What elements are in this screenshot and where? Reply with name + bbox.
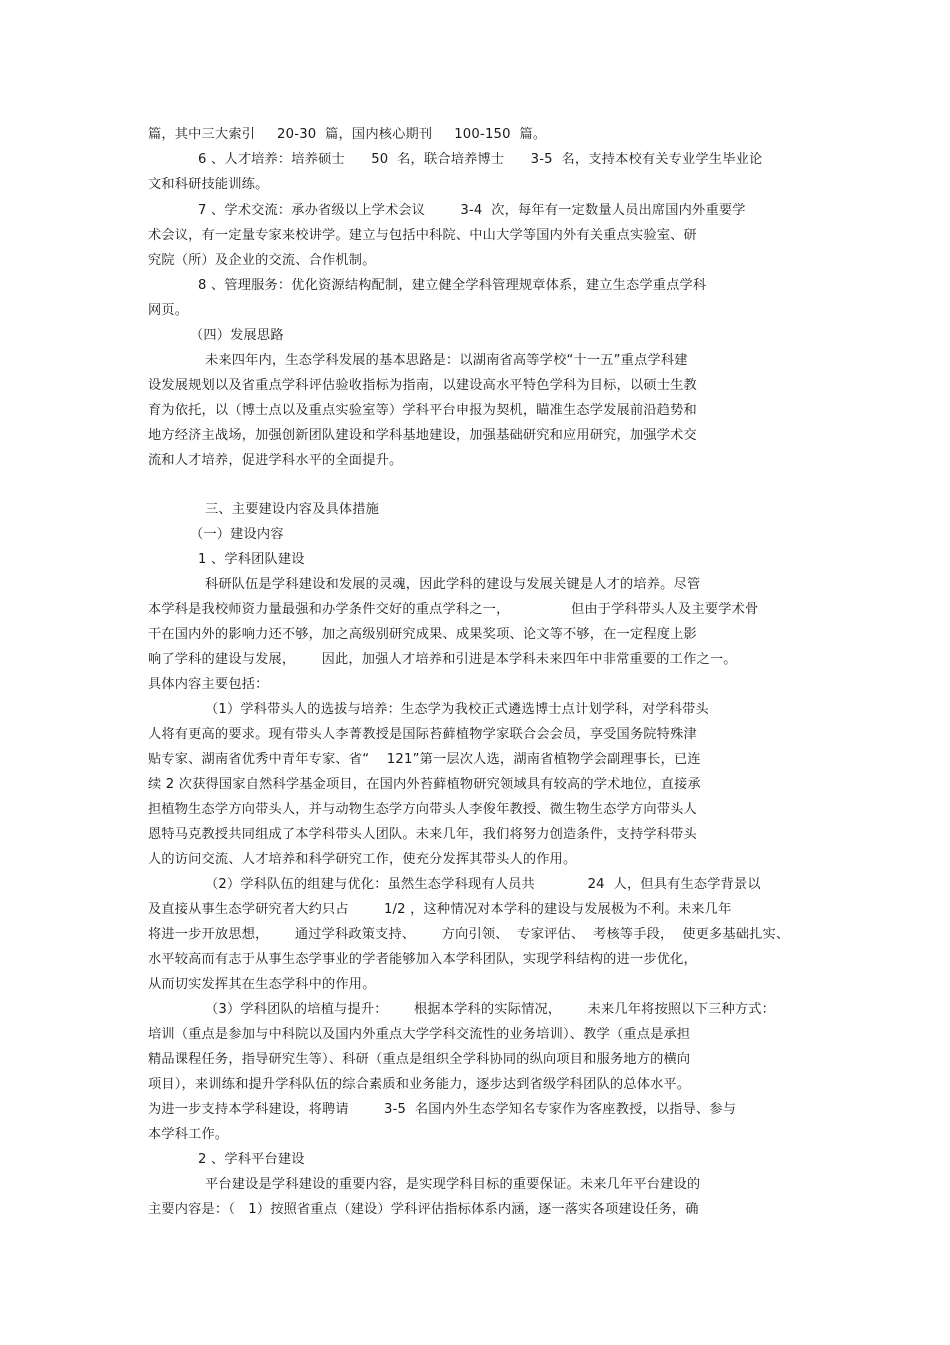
text-line: 平台建设是学科建设的重要内容，是实现学科目标的重要保证。未来几年平台建设的 — [205, 1177, 701, 1192]
text-line: 及直接从事生态学研究者大约只占 1/2 ，这种情况对本学科的建设与发展极为不利。未来几年 — [148, 902, 732, 917]
text-line: 续 2 次获得国家自然科学基金项目，在国内外苔藓植物研究领域具有较高的学术地位，直接承 — [148, 777, 701, 792]
text-line: 人将有更高的要求。现有带头人李菁教授是国际苔藓植物学家联合会会员，享受国务院特殊津 — [148, 727, 697, 742]
text-line: 本学科工作。 — [148, 1127, 229, 1142]
text-line: 篇，其中三大索引 20-30 篇，国内核心期刊 100-150 篇。 — [148, 127, 547, 142]
text-line: 担植物生态学方向带头人，并与动物生态学方向带头人李俊年教授、微生物生态学方向带头人 — [148, 802, 697, 817]
text-line: 流和人才培养，促进学科水平的全面提升。 — [148, 453, 403, 468]
text-line: （2）学科队伍的组建与优化：虽然生态学科现有人员共 24 人，但具有生态学背景以 — [205, 877, 761, 892]
text-line: 未来四年内，生态学科发展的基本思路是：以湖南省高等学校“十一五”重点学科建 — [205, 353, 688, 368]
text-line: 育为依托，以（博士点以及重点实验室等）学科平台申报为契机，瞄准生态学发展前沿趋势和 — [148, 403, 697, 418]
text-line: 主要内容是：（ 1）按照省重点（建设）学科评估指标体系内涵，逐一落实各项建设任务，确 — [148, 1202, 699, 1217]
text-line: （1）学科带头人的选拔与培养：生态学为我校正式遴选博士点计划学科，对学科带头 — [205, 702, 709, 717]
text-line: 将进一步开放思想， 通过学科政策支持、 方向引领、 专家评估、 考核等手段， 使更多基础扎实、 — [148, 927, 790, 942]
text-line: 从而切实发挥其在生态学科中的作用。 — [148, 977, 376, 992]
text-line: 水平较高而有志于从事生态学事业的学者能够加入本学科团队，实现学科结构的进一步优化， — [148, 952, 697, 967]
text-line: 项目），来训练和提升学科队伍的综合素质和业务能力，逐步达到省级学科团队的总体水平。 — [148, 1077, 691, 1092]
section-heading: 三、主要建设内容及具体措施 — [205, 502, 380, 517]
text-line: 文和科研技能训练。 — [148, 177, 269, 192]
text-line: 本学科是我校师资力量最强和办学条件交好的重点学科之一， 但由于学科带头人及主要学术骨 — [148, 602, 759, 617]
text-line: 术会议，有一定量专家来校讲学。建立与包括中科院、中山大学等国内外有关重点实验室、研 — [148, 228, 697, 243]
text-line: 8 、管理服务：优化资源结构配制，建立健全学科管理规章体系，建立生态学重点学科 — [198, 278, 707, 293]
section-heading: （一）建设内容 — [190, 527, 284, 542]
section-heading: 2 、学科平台建设 — [198, 1152, 305, 1167]
text-line: （3）学科团队的培植与提升： 根据本学科的实际情况， 未来几年将按照以下三种方式： — [205, 1002, 776, 1017]
text-line: 人的访问交流、人才培养和科学研究工作，使充分发挥其带头人的作用。 — [148, 852, 577, 867]
section-heading: （四）发展思路 — [190, 328, 284, 343]
text-line: 网页。 — [148, 303, 189, 318]
text-line: 恩特马克教授共同组成了本学科带头人团队。未来几年，我们将努力创造条件，支持学科带头 — [148, 827, 697, 842]
text-line: 科研队伍是学科建设和发展的灵魂，因此学科的建设与发展关键是人才的培养。尽管 — [205, 577, 701, 592]
text-line: 为进一步支持本学科建设，将聘请 3-5 名国内外生态学知名专家作为客座教授，以指导、参与 — [148, 1102, 737, 1117]
text-line: 地方经济主战场，加强创新团队建设和学科基地建设，加强基础研究和应用研究，加强学术交 — [148, 428, 697, 443]
text-line: 具体内容主要包括： — [148, 677, 269, 692]
text-line: 6 、人才培养：培养硕士 50 名，联合培养博士 3-5 名，支持本校有关专业学生毕业论 — [198, 152, 763, 167]
text-line: 响了学科的建设与发展， 因此，加强人才培养和引进是本学科未来四年中非常重要的工作之一。 — [148, 652, 737, 667]
text-line: 干在国内外的影响力还不够，加之高级别研究成果、成果奖项、论文等不够，在一定程度上影 — [148, 627, 697, 642]
text-line: 7 、学术交流：承办省级以上学术会议 3-4 次，每年有一定数量人员出席国内外重要学 — [198, 203, 746, 218]
text-line: 精品课程任务，指导研究生等）、科研（重点是组织全学科协同的纵向项目和服务地方的横向 — [148, 1052, 691, 1067]
section-heading: 1 、学科团队建设 — [198, 552, 305, 567]
text-line: 培训（重点是参加与中科院以及国内外重点大学学科交流性的业务培训）、教学（重点是承担 — [148, 1027, 691, 1042]
text-line: 究院（所）及企业的交流、合作机制。 — [148, 253, 376, 268]
text-line: 设发展规划以及省重点学科评估验收指标为指南，以建设高水平特色学科为目标，以硕士生教 — [148, 378, 697, 393]
text-line: 贴专家、湖南省优秀中青年专家、省“ 121”第一层次人选，湖南省植物学会副理事长，已连 — [148, 752, 701, 767]
